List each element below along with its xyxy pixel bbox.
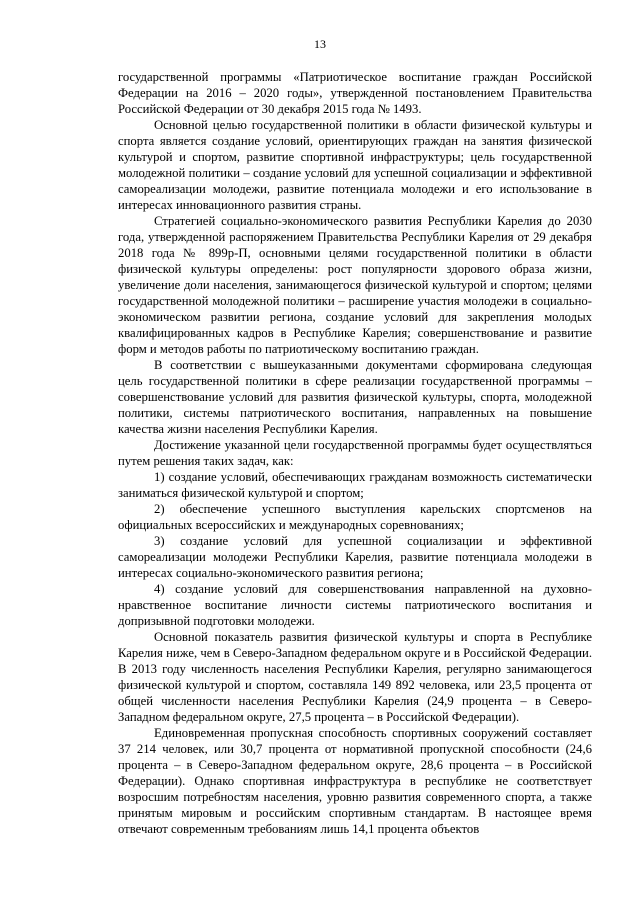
page-number: 13 — [314, 37, 326, 51]
paragraph-program-continuation: государственной программы «Патриотическое воспитание граждан Российской Федерации на 2016 – 2020 годы», утвержденной постановлением Правительства Российской Федерации от 30 декабря 2015 года № 1493. — [118, 70, 592, 116]
paragraph-capacity: Единовременная пропускная способность спортивных сооружений составляет 37 214 человек, или 30,7 процента от нормативной пропускной способности (24,6 процента – в Северо-Западном федеральном округе, 28,6 процента – в Российской Федерации). Однако спортивная инфраструктура в республике не соответствует возросшим потребностям населения, уровню развития современного спорта, а также принятым мировым и российским спортивным стандартам. В настоящее время отвечают современным требованиям лишь 14,1 процента объектов — [118, 726, 592, 836]
paragraph-task-2: 2) обеспечение успешного выступления карельских спортсменов на официальных всероссийских и международных соревнованиях; — [118, 502, 592, 532]
paragraph-task-3: 3) создание условий для успешной социализации и эффективной самореализации молодежи Республики Карелия, развитие потенциала молодежи в интересах социально-экономического развития региона; — [118, 534, 592, 580]
paragraph-program-goal: В соответствии с вышеуказанными документами сформирована следующая цель государственной политики в сфере реализации государственной программы – совершенствование условий для развития физической культуры, спорта, молодежной политики, системы патриотического воспитания, направленных на повышение качества жизни населения Республики Карелия. — [118, 358, 592, 436]
paragraph-task-1: 1) создание условий, обеспечивающих гражданам возможность систематически заниматься физической культурой и спортом; — [118, 470, 592, 500]
paragraph-tasks-intro: Достижение указанной цели государственной программы будет осуществляться путем решения таких задач, как: — [118, 438, 592, 468]
body-text — [118, 69, 592, 837]
paragraph-strategy: Стратегией социально-экономического развития Республики Карелия до 2030 года, утвержденной распоряжением Правительства Республики Карелия от 29 декабря 2018 года № 899р-П, основными целями государственной политики в области физической культуры определены: рост популярности здорового образа жизни, увеличение доли населения, занимающегося физической культурой и спортом; целями государственной молодежной политики – расширение участия молодежи в социально-экономическом развитии региона, создание условий для закрепления молодых квалифицированных кадров в Республике Карелия; совершенствование и развитие форм и методов работы по патриотическому воспитанию граждан. — [118, 214, 592, 356]
paragraph-main-indicator: Основной показатель развития физической культуры и спорта в Республике Карелия ниже, чем в Северо-Западном федеральном округе и в Российской Федерации. В 2013 году численность населения Республики Карелия, регулярно занимающегося физической культурой и спортом, составляла 149 892 человека, или 23,5 процента от общей численности населения Республики Карелия (24,9 процента – в Северо-Западном федеральном округе, 27,5 процента – в Российской Федерации). — [118, 630, 592, 724]
paragraph-task-4: 4) создание условий для совершенствования направленной на духовно-нравственное воспитание личности системы патриотического воспитания и допризывной подготовки молодежи. — [118, 582, 592, 628]
paragraph-main-goal: Основной целью государственной политики в области физической культуры и спорта является создание условий, ориентирующих граждан на занятия физической культурой и спортом, развитие спортивной инфраструктуры; цель государственной молодежной политики – создание условий для успешной социализации и эффективной самореализации молодежи, развитие потенциала молодежи и его использование в интересах инновационного развития страны. — [118, 118, 592, 212]
